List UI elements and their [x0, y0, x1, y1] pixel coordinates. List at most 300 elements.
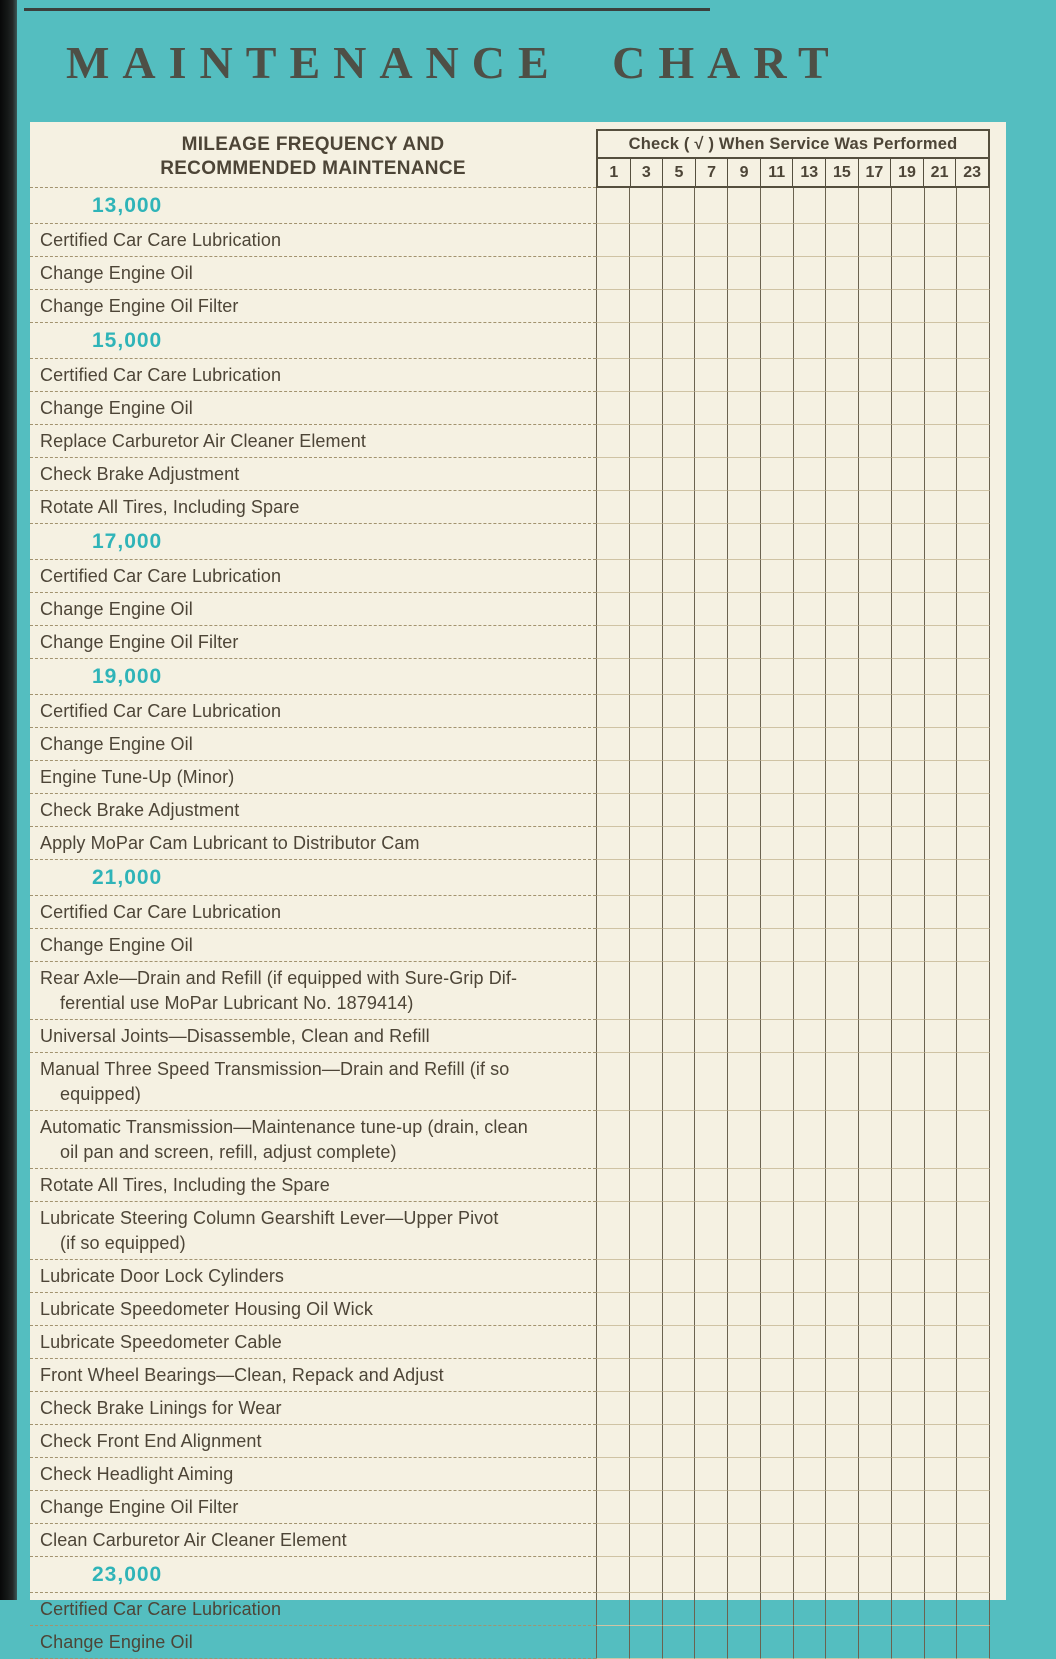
check-cell [760, 224, 793, 257]
check-cell [596, 1359, 629, 1392]
check-cell [825, 827, 858, 860]
item-label-text: Check Brake Adjustment [40, 464, 240, 484]
check-cell [924, 659, 957, 695]
check-cell [956, 1593, 990, 1626]
check-cell [760, 1392, 793, 1425]
check-cell [793, 560, 826, 593]
check-column-label: 3 [630, 159, 663, 186]
check-cell [825, 695, 858, 728]
check-cell [891, 1020, 924, 1053]
check-grid [596, 1626, 990, 1659]
check-cell [596, 761, 629, 794]
check-grid [596, 1326, 990, 1359]
check-cell [760, 1524, 793, 1557]
check-cell [760, 794, 793, 827]
maintenance-item-row [30, 896, 1006, 929]
item-label [30, 1626, 596, 1659]
check-cell [694, 929, 727, 962]
check-grid [596, 224, 990, 257]
maintenance-item-row [30, 929, 1006, 962]
item-label [30, 1392, 596, 1425]
check-cell [956, 425, 990, 458]
check-cell [891, 1557, 924, 1593]
check-cell [694, 1593, 727, 1626]
check-cell [891, 1326, 924, 1359]
maintenance-item-row [30, 1593, 1006, 1626]
check-cell [956, 1260, 990, 1293]
item-label-continuation: (if so equipped) [60, 1233, 186, 1253]
check-cell [858, 1169, 891, 1202]
check-cell [596, 896, 629, 929]
check-cell [891, 962, 924, 1020]
maintenance-item-row [30, 1524, 1006, 1557]
check-cell [956, 392, 990, 425]
check-cell [924, 188, 957, 224]
check-grid [596, 1392, 990, 1425]
check-cell [694, 659, 727, 695]
check-column-label: 7 [695, 159, 728, 186]
check-cell [596, 1491, 629, 1524]
check-cell [956, 626, 990, 659]
check-cell [760, 491, 793, 524]
check-cell [629, 1260, 662, 1293]
check-cell [891, 1053, 924, 1111]
check-cell [793, 626, 826, 659]
check-cell [760, 257, 793, 290]
check-cell [825, 425, 858, 458]
check-cell [891, 359, 924, 392]
check-cell [596, 1392, 629, 1425]
check-column-label: 9 [727, 159, 760, 186]
check-cell [858, 626, 891, 659]
check-cell [825, 1593, 858, 1626]
check-cell [694, 188, 727, 224]
check-cell [760, 1557, 793, 1593]
check-cell [760, 425, 793, 458]
check-cell [694, 1524, 727, 1557]
check-cell [629, 1524, 662, 1557]
check-cell [596, 1260, 629, 1293]
check-cell [956, 593, 990, 626]
check-cell [662, 896, 695, 929]
check-grid [596, 728, 990, 761]
check-cell [825, 1020, 858, 1053]
check-cell [629, 1169, 662, 1202]
check-cell [858, 491, 891, 524]
check-cell [956, 1053, 990, 1111]
check-cell [825, 929, 858, 962]
left-column-header-line2: RECOMMENDED MAINTENANCE [160, 158, 466, 179]
check-cell [662, 458, 695, 491]
check-grid [596, 290, 990, 323]
check-cell [793, 1260, 826, 1293]
check-cell [760, 695, 793, 728]
check-cell [662, 1524, 695, 1557]
check-cell [694, 1053, 727, 1111]
check-cell [825, 1458, 858, 1491]
check-cell [727, 290, 760, 323]
check-cell [858, 1293, 891, 1326]
item-label-text: Rear Axle—Drain and Refill (if equipped with Sure-Grip Dif- [40, 968, 518, 988]
check-cell [793, 458, 826, 491]
check-cell [662, 224, 695, 257]
check-cell [662, 1202, 695, 1260]
check-cell [760, 1020, 793, 1053]
check-cell [891, 1169, 924, 1202]
check-cell [858, 1053, 891, 1111]
check-cell [694, 491, 727, 524]
check-cell [891, 1392, 924, 1425]
check-cell [760, 659, 793, 695]
check-cell [924, 290, 957, 323]
check-cell [596, 1111, 629, 1169]
check-cell [858, 1491, 891, 1524]
check-cell [727, 425, 760, 458]
check-cell [858, 827, 891, 860]
check-cell [629, 359, 662, 392]
check-cell [694, 1359, 727, 1392]
check-cell [825, 860, 858, 896]
section-header-row [30, 1557, 1006, 1593]
item-label [30, 1260, 596, 1293]
check-cell [629, 794, 662, 827]
check-cell [662, 392, 695, 425]
check-cell [694, 1458, 727, 1491]
check-cell [793, 962, 826, 1020]
check-cell [825, 1359, 858, 1392]
check-cell [727, 1293, 760, 1326]
maintenance-item-row [30, 761, 1006, 794]
item-label [30, 257, 596, 290]
check-cell [924, 224, 957, 257]
maintenance-item-row [30, 626, 1006, 659]
item-label [30, 761, 596, 794]
maintenance-item-row [30, 257, 1006, 290]
check-cell [924, 728, 957, 761]
check-grid [596, 458, 990, 491]
check-cell [662, 1169, 695, 1202]
check-cell [858, 761, 891, 794]
check-cell [596, 1169, 629, 1202]
check-cell [793, 827, 826, 860]
item-label-continuation: equipped) [60, 1084, 141, 1104]
check-cell [858, 1626, 891, 1659]
check-cell [793, 794, 826, 827]
check-header-box [596, 129, 990, 188]
check-cell [662, 1458, 695, 1491]
check-cell [629, 728, 662, 761]
check-cell [891, 827, 924, 860]
item-label [30, 1202, 596, 1260]
check-cell [727, 1392, 760, 1425]
check-cell [924, 1458, 957, 1491]
check-column-label: 21 [923, 159, 956, 186]
table-body [30, 188, 1006, 1659]
item-label [30, 962, 596, 1020]
check-cell [825, 1392, 858, 1425]
section-header-row [30, 659, 1006, 695]
check-cell [825, 224, 858, 257]
check-grid [596, 491, 990, 524]
item-label-text: Lubricate Door Lock Cylinders [40, 1266, 285, 1286]
check-cell [596, 962, 629, 1020]
item-label-text: Check Headlight Aiming [40, 1464, 234, 1484]
check-cell [694, 593, 727, 626]
check-cell [596, 560, 629, 593]
check-cell [662, 1392, 695, 1425]
maintenance-item-row [30, 794, 1006, 827]
maintenance-item-row [30, 1626, 1006, 1659]
check-cell [858, 1326, 891, 1359]
check-cell [891, 188, 924, 224]
check-cell [793, 761, 826, 794]
check-cell [760, 560, 793, 593]
check-cell [924, 794, 957, 827]
page-title: MAINTENANCE CHART [66, 37, 842, 88]
item-label-text: Front Wheel Bearings—Clean, Repack and Adjust [40, 1365, 444, 1385]
check-cell [924, 1326, 957, 1359]
item-label [30, 728, 596, 761]
check-cell [924, 827, 957, 860]
check-cell [629, 224, 662, 257]
section-header-row [30, 860, 1006, 896]
check-cell [891, 524, 924, 560]
check-cell [956, 929, 990, 962]
check-cell [924, 392, 957, 425]
check-cell [858, 290, 891, 323]
check-cell [694, 1557, 727, 1593]
maintenance-item-row [30, 1293, 1006, 1326]
check-cell [629, 659, 662, 695]
check-cell [891, 323, 924, 359]
check-cell [825, 560, 858, 593]
check-cell [858, 794, 891, 827]
check-cell [727, 1202, 760, 1260]
check-cell [694, 1626, 727, 1659]
check-grid [596, 626, 990, 659]
maintenance-item-row [30, 593, 1006, 626]
check-grid [596, 1425, 990, 1458]
check-cell [629, 860, 662, 896]
check-cell [760, 761, 793, 794]
item-label [30, 1169, 596, 1202]
check-column-label: 1 [609, 163, 619, 181]
check-cell [629, 761, 662, 794]
check-cell [858, 593, 891, 626]
check-cell [629, 1053, 662, 1111]
check-cell [793, 1626, 826, 1659]
check-cell [727, 491, 760, 524]
book-binding-edge [0, 0, 17, 1600]
item-label [30, 695, 596, 728]
check-cell [662, 761, 695, 794]
check-cell [596, 659, 629, 695]
mileage-label: 23,000 [30, 1557, 596, 1593]
check-cell [891, 728, 924, 761]
check-cell [793, 1425, 826, 1458]
check-grid [596, 860, 990, 896]
check-cell [858, 1458, 891, 1491]
check-cell [694, 626, 727, 659]
check-grid [596, 1491, 990, 1524]
check-cell [596, 860, 629, 896]
check-cell [956, 359, 990, 392]
item-label-text: Change Engine Oil [40, 398, 193, 418]
check-cell [793, 1359, 826, 1392]
maintenance-item-row [30, 962, 1006, 1020]
check-cell [891, 491, 924, 524]
check-cell [596, 827, 629, 860]
check-cell [956, 860, 990, 896]
check-cell [760, 1111, 793, 1169]
check-cell [694, 896, 727, 929]
check-cell [924, 1260, 957, 1293]
check-cell [727, 224, 760, 257]
check-cell [596, 359, 629, 392]
chart-paper [30, 122, 1006, 1652]
check-cell [760, 1202, 793, 1260]
check-cell [629, 1593, 662, 1626]
check-cell [891, 929, 924, 962]
check-cell [956, 224, 990, 257]
check-cell [793, 1524, 826, 1557]
check-cell [727, 1458, 760, 1491]
check-cell [858, 962, 891, 1020]
check-cell [956, 1491, 990, 1524]
top-rule-line [24, 8, 710, 11]
maintenance-item-row [30, 1020, 1006, 1053]
check-cell [662, 1425, 695, 1458]
check-cell [760, 1491, 793, 1524]
check-cell [891, 659, 924, 695]
check-cell [596, 728, 629, 761]
check-header-label: Check ( √ ) When Service Was Performed [628, 134, 958, 153]
item-label [30, 929, 596, 962]
check-cell [924, 1491, 957, 1524]
check-cell [662, 860, 695, 896]
check-cell [858, 896, 891, 929]
item-label-text: Universal Joints—Disassemble, Clean and Refill [40, 1026, 430, 1046]
item-label-text: Replace Carburetor Air Cleaner Element [40, 431, 366, 451]
check-cell [596, 1326, 629, 1359]
check-column-label: 17 [858, 159, 891, 186]
left-column-header [30, 122, 596, 188]
check-cell [924, 1392, 957, 1425]
item-label-text: Change Engine Oil Filter [40, 632, 239, 652]
check-cell [694, 962, 727, 1020]
check-column-label: 23 [955, 159, 988, 186]
check-cell [793, 1169, 826, 1202]
item-label [30, 1425, 596, 1458]
item-label-text: Certified Car Care Lubrication [40, 1599, 282, 1619]
check-cell [629, 323, 662, 359]
check-cell [596, 626, 629, 659]
check-cell [956, 1392, 990, 1425]
check-cell [825, 323, 858, 359]
check-cell [662, 188, 695, 224]
mileage-label: 21,000 [30, 860, 596, 896]
check-cell [891, 1491, 924, 1524]
check-cell [825, 257, 858, 290]
check-grid [596, 1458, 990, 1491]
check-cell [629, 1458, 662, 1491]
item-label [30, 1020, 596, 1053]
check-cell [727, 962, 760, 1020]
check-cell [956, 659, 990, 695]
check-cell [694, 761, 727, 794]
check-cell [858, 458, 891, 491]
check-column-label: 11 [760, 159, 793, 186]
check-grid [596, 1202, 990, 1260]
item-label [30, 626, 596, 659]
check-cell [629, 593, 662, 626]
check-cell [858, 1593, 891, 1626]
check-cell [727, 524, 760, 560]
check-cell [629, 695, 662, 728]
check-cell [629, 1202, 662, 1260]
check-cell [858, 1260, 891, 1293]
check-cell [727, 188, 760, 224]
check-cell [891, 1293, 924, 1326]
check-cell [956, 491, 990, 524]
check-columns-row [598, 157, 988, 186]
check-cell [727, 1524, 760, 1557]
check-grid [596, 896, 990, 929]
check-grid [596, 1293, 990, 1326]
check-cell [891, 1260, 924, 1293]
check-cell [924, 962, 957, 1020]
check-cell [662, 728, 695, 761]
check-cell [891, 392, 924, 425]
maintenance-item-row [30, 290, 1006, 323]
item-label [30, 491, 596, 524]
check-cell [891, 1425, 924, 1458]
check-column-label: 19 [890, 159, 923, 186]
check-cell [825, 1524, 858, 1557]
check-cell [662, 323, 695, 359]
check-grid [596, 593, 990, 626]
check-cell [825, 491, 858, 524]
check-cell [694, 560, 727, 593]
check-cell [760, 593, 793, 626]
item-label-text: Lubricate Steering Column Gearshift Lever—Upper Pivot [40, 1208, 499, 1228]
check-cell [956, 1293, 990, 1326]
maintenance-item-row [30, 359, 1006, 392]
check-cell [760, 1626, 793, 1659]
check-cell [793, 1458, 826, 1491]
check-cell [662, 257, 695, 290]
check-cell [662, 1359, 695, 1392]
check-cell [694, 1326, 727, 1359]
check-cell [596, 290, 629, 323]
check-cell [793, 1326, 826, 1359]
check-grid [596, 1593, 990, 1626]
check-cell [891, 1524, 924, 1557]
check-cell [793, 188, 826, 224]
check-cell [727, 1359, 760, 1392]
check-cell [825, 359, 858, 392]
check-cell [956, 290, 990, 323]
check-cell [956, 1626, 990, 1659]
check-cell [727, 1425, 760, 1458]
check-cell [694, 1491, 727, 1524]
check-grid [596, 1169, 990, 1202]
check-cell [825, 1260, 858, 1293]
check-cell [858, 323, 891, 359]
check-grid [596, 1053, 990, 1111]
check-cell [825, 1326, 858, 1359]
check-cell [629, 1392, 662, 1425]
